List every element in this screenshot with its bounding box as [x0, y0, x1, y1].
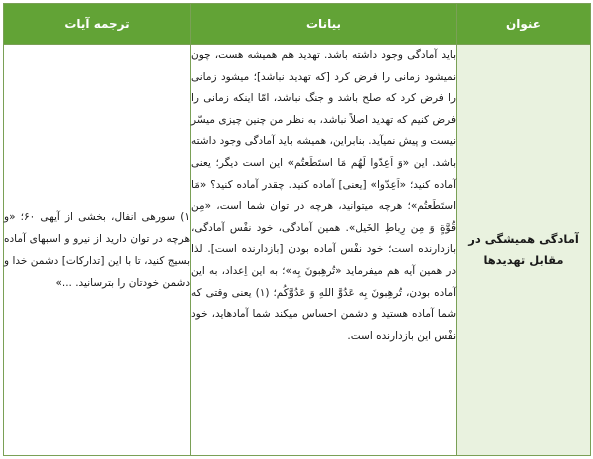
- header-statements: بیانات: [191, 4, 457, 45]
- row-statement: باید آمادگی وجود داشته باشد. تهدید هم همیشه هست، چون نمیشود زمانی را فرض کرد [که تهدید نباشد]؛ میشود زمانی را فرض کرد که صلح باشد و جنگ نباشد، امّا اینکه زمانی را فرض کنیم که تهدید اصلاً نباشد، به نظر من چنین چیزی میسّر نیست و پیش نمیآید. بنابراین، همیشه باید آمادگی وجود داشته باشد. این «وَ اَعِدّوا لَهُم مَا استَطَعتُم» این است دیگر؛ یعنی آماده کنید؛ «اَعِدّوا» [یعنی] آماده کنید. چقدر آماده کنید؟ «مَا استَطَعتُم»؛ هرچه میتوانید، هرچه در توان شما است، «مِن قُوَّةٍ وَ مِن رِباطِ الخَیل». همین آمادگی، خود نفْس آمادگی، بازدارنده است؛ خود نفْس آماده بودن [بازدارنده است]. لذا در همین آیه هم میفرماید «تُرهِبونَ بِه»؛ به این اِعداد، به این آماده بودن، تُرهِبونَ بِه عَدُوَّ اللهِ وَ عَدُوَّکُم؛ (۱) یعنی وقتی که شما آماده هستید و دشمن احساس میکند شما آمادهاید، خود نفْس این بازدارنده است.: [191, 45, 457, 456]
- header-row: [4, 4, 591, 45]
- row-translation: ۱) سورهی انفال، بخشی از آیهی ۶۰؛ «و هرچه در توان دارید از نیرو و اسبهای آماده بسیج کنید، تا با این [تدارکات] دشمن خدا و دشمن خودتان را بترسانید. ...»: [4, 45, 191, 456]
- content-table: [3, 3, 591, 456]
- header-title: عنوان: [457, 4, 591, 45]
- table-row: [4, 45, 591, 456]
- row-title: آمادگی همیشگی در مقابل تهدیدها: [457, 45, 591, 456]
- header-verse-translation: ترجمه آیات: [4, 4, 191, 45]
